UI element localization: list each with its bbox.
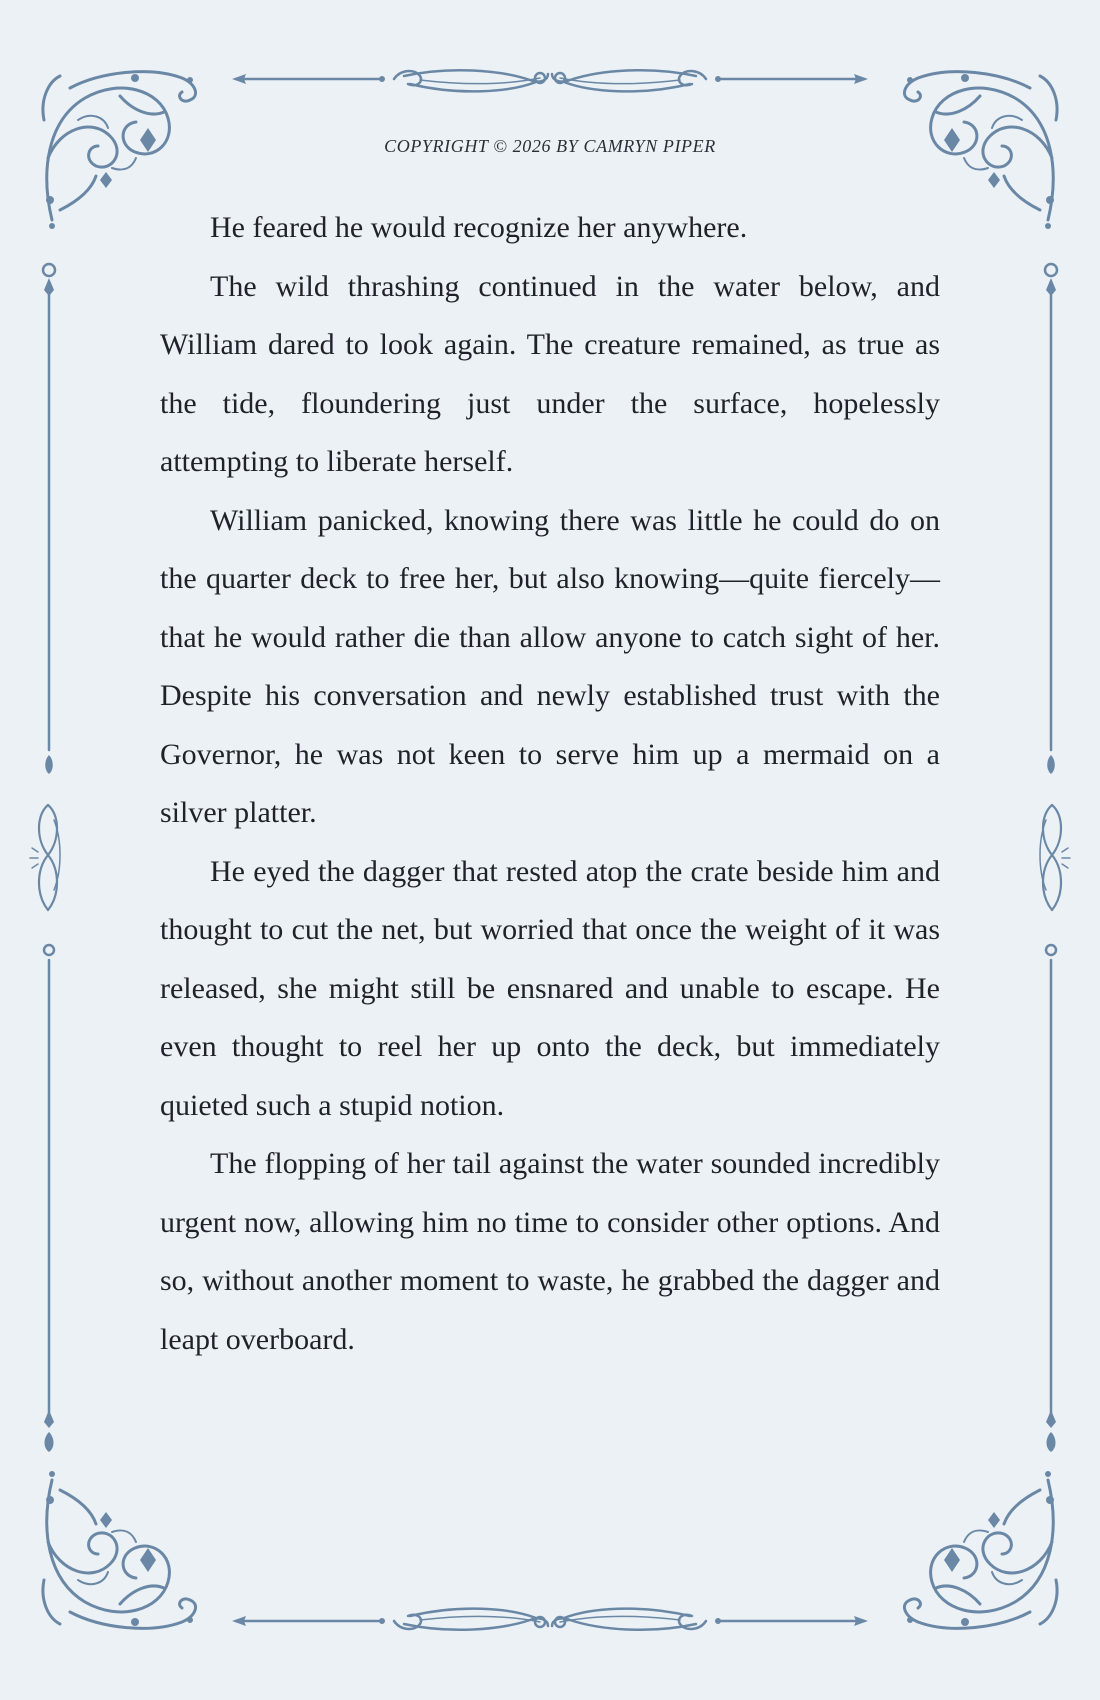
side-loop-icon	[1040, 805, 1070, 910]
story-text	[160, 199, 940, 1369]
header-scroll-icon	[232, 70, 868, 91]
paragraph: He feared he would recognize her anywhere.	[210, 211, 748, 244]
paragraph: William panicked, knowing there was little he could do on the quarter deck to free her, but also knowing—quite fiercely—that he would rather die than allow anyone to catch sight of her. Despite his conversation and newly established trust with the Governor, he was not keen to serve him up a mermaid on a silver platter.	[160, 503, 940, 829]
paragraph: The wild thrashing continued in the water below, and William dared to look again. The creature remained, as true as the tide, floundering just under the surface, hopelessly attempting to liberate herself.	[160, 269, 940, 478]
copyright-line: COPYRIGHT © 2026 BY CAMRYN PIPER	[384, 136, 716, 156]
corner-flourish-icon	[904, 1471, 1057, 1628]
paragraph: He eyed the dagger that rested atop the crate beside him and thought to cut the net, but worried that once the weight of it was released, she might still be ensnared and unable to escape. He even thought to reel her up onto the deck, but immediately quieted such a stupid notion.	[160, 854, 940, 1122]
paragraph: The flopping of her tail against the water sounded incredibly urgent now, allowing him no time to consider other options. And so, without another moment to waste, he grabbed the dagger and leapt overboard.	[160, 1147, 940, 1356]
footer-scroll-icon	[232, 1609, 868, 1630]
corner-flourish-icon	[43, 1471, 196, 1628]
side-loop-icon	[30, 805, 60, 910]
